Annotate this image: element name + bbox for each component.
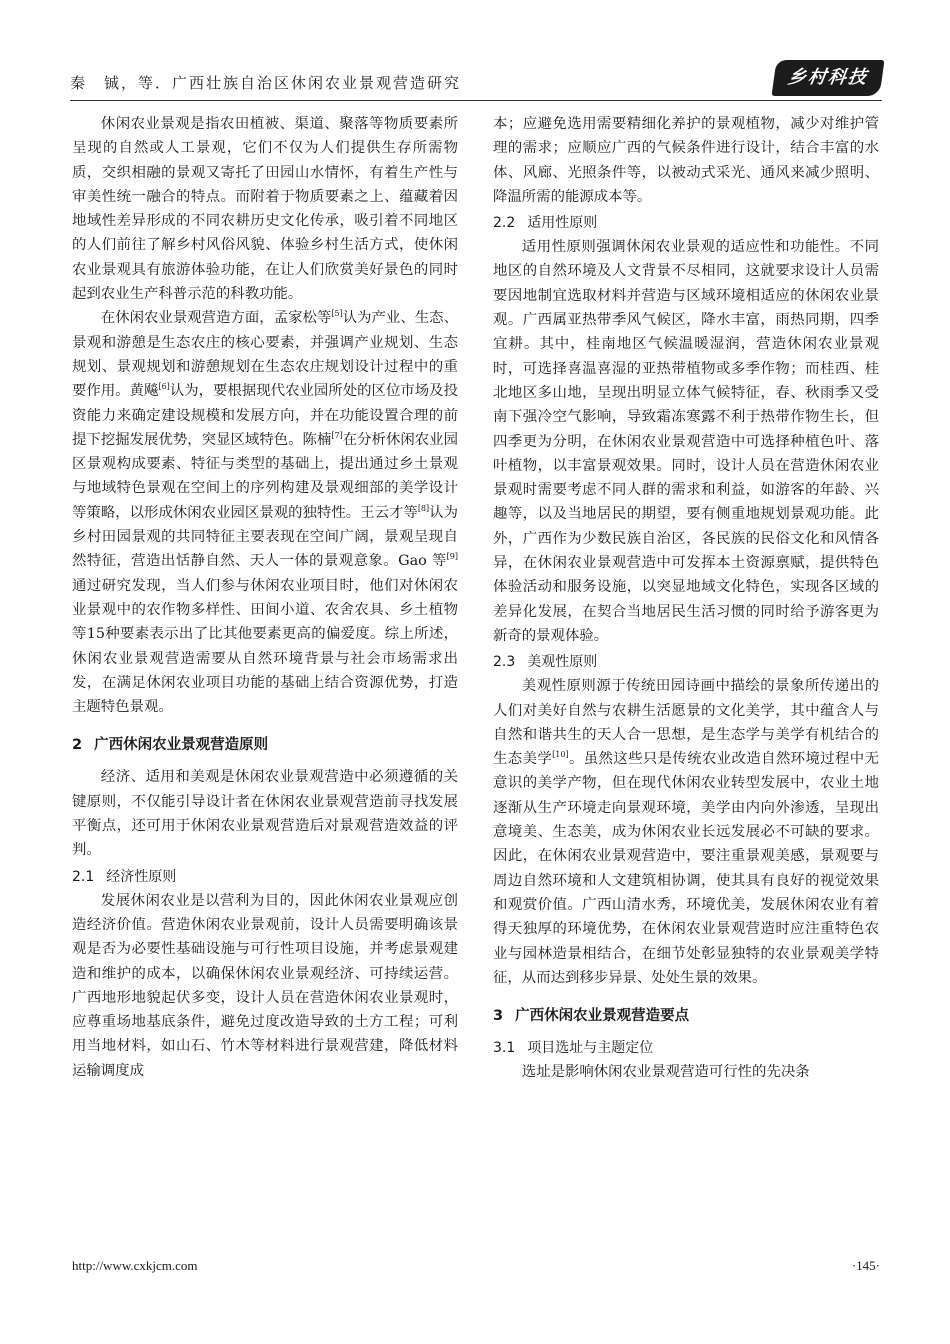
section-number: 3 xyxy=(493,1008,504,1025)
header-divider xyxy=(70,100,882,101)
paragraph: 选址是影响休闲农业景观营造可行性的先决条 xyxy=(521,1064,810,1081)
right-column xyxy=(493,112,879,1238)
section-title: 广西休闲农业景观营造原则 xyxy=(94,737,269,754)
paragraph: 经济、适用和美观是休闲农业景观营造中必须遵循的关键原则，不仅能引导设计者在休闲农业景观营造前寻找发展平衡点，还可用于休闲农业景观营造后对景观营造效益的评判。 xyxy=(72,769,458,859)
section-title: 美观性原则 xyxy=(527,654,598,671)
section-number: 2.3 xyxy=(493,654,516,671)
text-run: 在分析休闲农业园区景观构成要素、特征与类型的基础上，提出通过乡土景观与地域特色景观在空间上的序列构建及景观细部的美学设计等策略，以形成休闲农业园区景观的独特性。王云才等 xyxy=(72,431,458,521)
section-number: 2.2 xyxy=(493,215,516,232)
citation-ref[interactable]: [7] xyxy=(331,431,343,441)
journal-url[interactable]: http://www.cxkjcm.com xyxy=(72,1258,198,1273)
subsection-heading xyxy=(493,650,879,674)
citation-ref[interactable]: [9] xyxy=(446,552,458,562)
page-number: ·145· xyxy=(851,1258,880,1273)
citation-ref[interactable]: [8] xyxy=(417,503,430,513)
section-heading xyxy=(493,1004,879,1028)
section-number: 2 xyxy=(72,737,83,754)
subsection-heading xyxy=(493,1036,879,1060)
section-number: 2.1 xyxy=(72,868,95,885)
text-run: 在休闲农业景观营造方面，孟家松等 xyxy=(100,310,332,327)
text-run: 认为产业、生态、景观和游憩是生态农庄的核心要素，并强调产业规划、生态规划、景观规划和游憩规划在生态农庄规划设计过程中的重要作用。黄飚 xyxy=(72,310,458,400)
paragraph: 发展休闲农业是以营利为目的，因此休闲农业景观应创造经济价值。营造休闲农业景观前，设计人员需要明确该景观是否为必要性基础设施与可行性项目设施，并考虑景观建造和维护的成本，以确保休闲农业景观经济、可持续运营。广西地形地貌起伏多变，设计人员在营造休闲农业景观时，应尊重场地基底条件，避免过度改造导致的土方工程；可利用当地材料，如山石、竹木等材料进行景观营建，降低材料运输调度成 xyxy=(72,892,458,1079)
paragraph xyxy=(72,306,458,719)
text-run: 。虽然这些只是传统农业改造自然环境过程中无意识的美学产物，但在现代休闲农业转型发展中，农业土地逐渐从生产环境走向景观环境，美学由内向外渗透，呈现出意境美、生态美，成为休闲农业长远发展必不可缺的要求。因此，在休闲农业景观营造中，要注重景观美感，景观要与周边自然环境和人文建筑相协调，使其具有良好的视觉效果和观赏价值。广西山清水秀，环境优美，发展休闲农业有着得天独厚的环境优势，在休闲农业景观营造时应注重特色农业与园林造景相结合，在细节处彰显独特的农业景观美学特征，从而达到移步异景、处处生景的效果。 xyxy=(493,751,879,986)
text-run: 认为乡村田园景观的共同特征主要表现在空间广阔，景观呈现自然特征，营造出恬静自然、天人一体的景观意象。Gao 等 xyxy=(72,504,458,570)
left-column xyxy=(72,112,458,1238)
citation-ref[interactable]: [5] xyxy=(331,309,343,319)
text-run: 认为，要根据现代农业园所处的区位市场及投资能力来确定建设规模和发展方向，并在功能设置合理的前提下挖掘发展优势，突显区域特色。陈楠 xyxy=(72,383,458,448)
subsection-heading xyxy=(493,211,879,235)
text-run: 通过研究发现，当人们参与休闲农业项目时，他们对休闲农业景观中的农作物多样性、田间小道、农舍农具、乡土植物等15种要素表示出了比其他要素更高的偏爱度。综上所述，休闲农业景观营造需要从自然环境背景与社会市场需求出发，在满足休闲农业项目功能的基础上结合资源优势，打造主题特色景观。 xyxy=(72,577,458,716)
journal-logo: 乡村科技 xyxy=(771,60,884,96)
running-header xyxy=(70,60,882,104)
paragraph: 休闲农业景观是指农田植被、渠道、聚落等物质要素所呈现的自然或人工景观，它们不仅为人们提供生存所需物质，交织相融的景观又寄托了田园山水情怀，有着生产性与审美性统一融合的特点。而附着于物质要素之上、蕴藏着因地域性差异形成的不同农耕历史文化传承，吸引着不同地区的人们前往了解乡村风俗风貌、体验乡村生活方式，使休闲农业景观具有旅游体验功能，在让人们欣赏美好景色的同时起到农业生产科普示范的科教功能。 xyxy=(72,116,458,303)
section-title: 项目选址与主题定位 xyxy=(527,1040,654,1057)
running-title: 秦 铖，等．广西壮族自治区休闲农业景观营造研究 xyxy=(70,74,462,92)
section-title: 适用性原则 xyxy=(527,215,598,232)
text-run: 美观性原则源于传统田园诗画中描绘的景象所传递出的人们对美好自然与农耕生活愿景的文化美学，其中蕴含人与自然和谐共生的天人合一思想，是生态学与美学有机结合的生态美学 xyxy=(493,678,879,768)
section-title: 广西休闲农业景观营造要点 xyxy=(515,1008,690,1025)
citation-ref[interactable]: [6] xyxy=(158,382,170,392)
section-title: 经济性原则 xyxy=(106,868,177,885)
paragraph: 适用性原则强调休闲农业景观的适应性和功能性。不同地区的自然环境及人文背景不尽相同，这就要求设计人员需要因地制宜选取材料并营造与区域环境相适应的休闲农业景观。广西属亚热带季风气候区，降水丰富，雨热同期，四季宜耕。其中，桂南地区气候温暖湿润，营造休闲农业景观时，可选择喜温喜湿的亚热带植物或多季作物；而桂西、桂北地区多山地，呈现出明显立体气候特征，春、秋雨季又受南下强冷空气影响，导致霜冻寒露不利于热带作物生长，但四季更为分明，在休闲农业景观营造中可选择种植色叶、落叶植物，以丰富景观效果。同时，设计人员在营造休闲农业景观时需要考虑不同人群的需求和利益，如游客的年龄、兴趣等，以及当地居民的期望，要有侧重地规划景观功能。此外，广西作为少数民族自治区，各民族的民俗文化和风情各异，在休闲农业景观营造中可发挥本土资源禀赋，提供特色体验活动和服务设施，以突显地域文化特色，实现各区域的差异化发展，在契合当地居民生活习惯的同时给予游客更为新奇的景观体验。 xyxy=(493,239,879,644)
section-number: 3.1 xyxy=(493,1040,516,1057)
subsection-heading xyxy=(72,865,458,889)
paragraph xyxy=(493,674,879,990)
section-heading xyxy=(72,733,458,757)
paragraph: 本；应避免选用需要精细化养护的景观植物，减少对维护管理的需求；应顺应广西的气候条件进行设计，结合丰富的水体、风廊、光照条件等，以被动式采光、通风来减少照明、降温所需的能源成本等。 xyxy=(493,116,879,205)
citation-ref[interactable]: [10] xyxy=(552,750,569,760)
